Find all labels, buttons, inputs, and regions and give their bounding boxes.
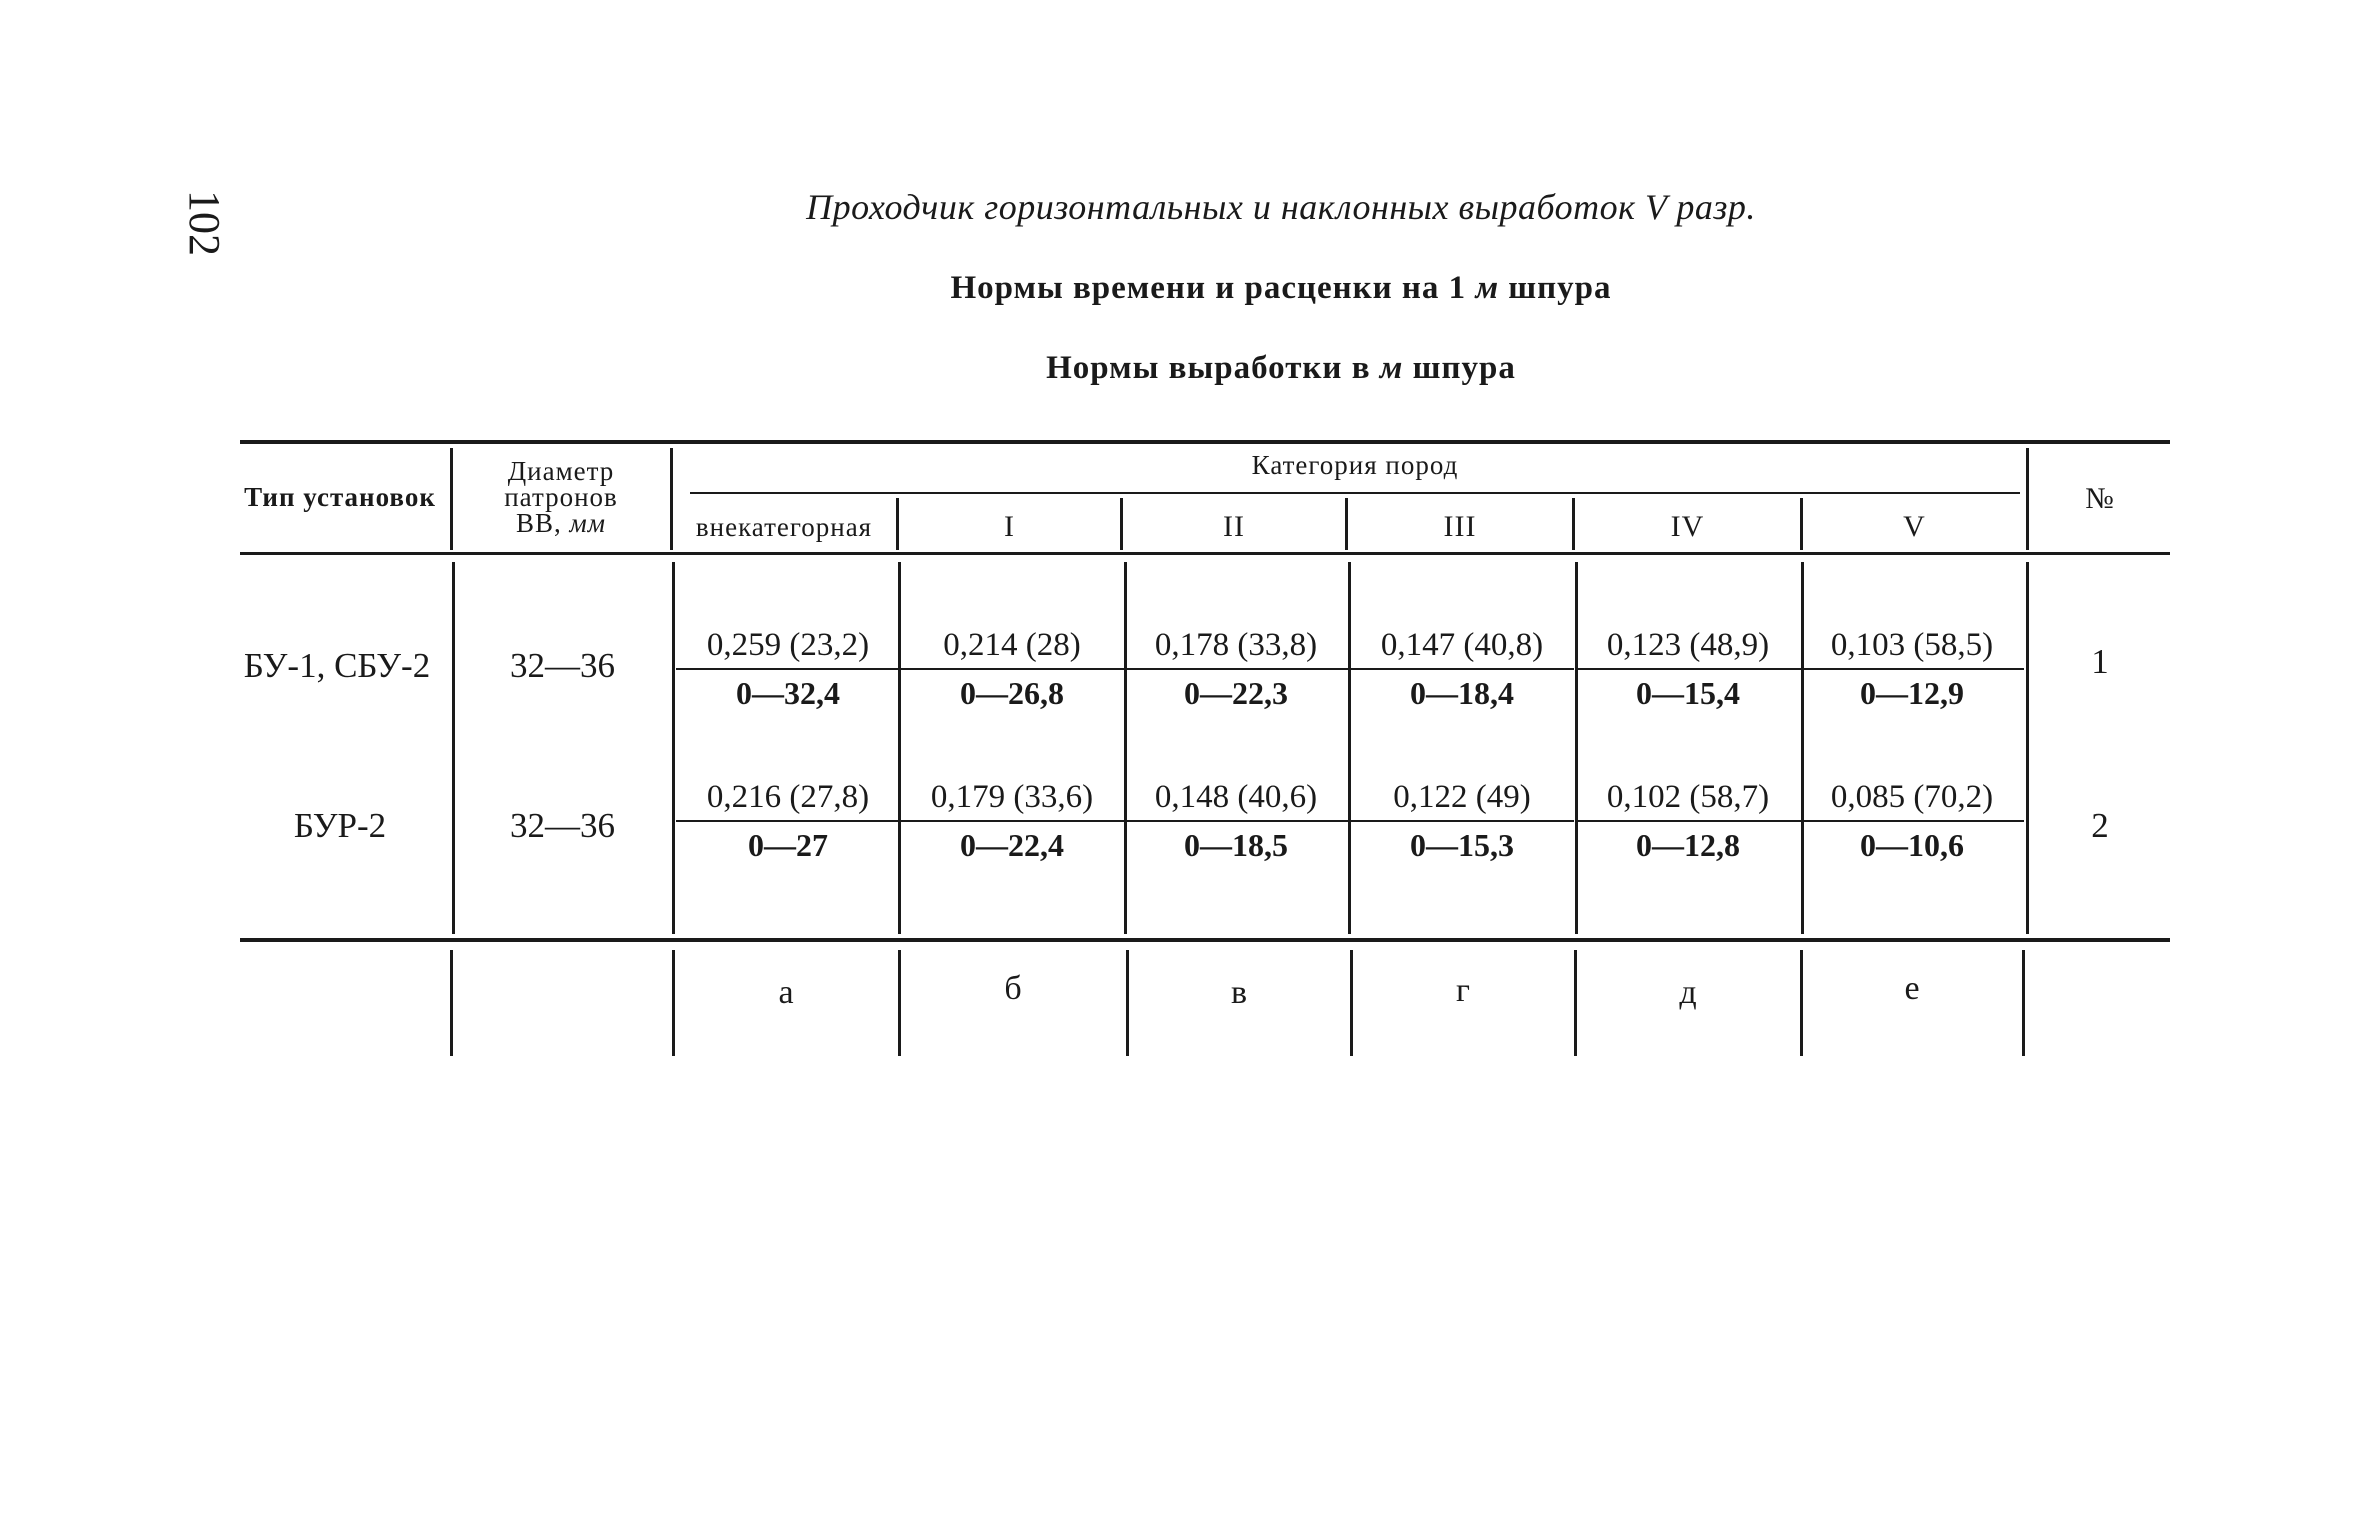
column-divider xyxy=(452,562,455,934)
subtitle-text: шпура xyxy=(1412,350,1516,386)
column-divider xyxy=(1575,562,1578,934)
header-category-4: IV xyxy=(1670,510,1705,543)
column-letter: д xyxy=(1679,974,1697,1011)
table-bottom-rule xyxy=(240,938,2170,942)
norm-cell xyxy=(676,622,900,716)
subtitle-text: Нормы времени и расценки на 1 xyxy=(950,270,1467,306)
norm-rate: 0—10,6 xyxy=(1860,827,1964,863)
header-category-5: V xyxy=(1903,510,1926,543)
column-divider xyxy=(1801,562,1804,934)
subtitle-unit: м xyxy=(1379,350,1404,386)
norm-cell xyxy=(1124,622,1348,716)
norm-time: 0,148 (40,6) xyxy=(1124,774,1348,822)
subtitle-output-norms xyxy=(0,350,2362,387)
norm-cell xyxy=(1350,622,1574,716)
norm-time: 0,178 (33,8) xyxy=(1124,622,1348,670)
header-diameter-unit: мм xyxy=(569,508,606,538)
norm-cell xyxy=(900,622,1124,716)
norm-rate: 0—12,9 xyxy=(1860,675,1964,711)
column-divider xyxy=(2026,562,2029,934)
row-type: БУР-2 xyxy=(293,806,387,845)
header-category-1: I xyxy=(1004,510,1015,543)
norm-time: 0,214 (28) xyxy=(900,622,1124,670)
header-bottom-rule xyxy=(240,552,2170,555)
column-divider xyxy=(1124,562,1127,934)
norm-cell xyxy=(1576,622,1800,716)
column-divider xyxy=(1348,562,1351,934)
norm-cell xyxy=(1576,774,1800,868)
norm-time: 0,216 (27,8) xyxy=(676,774,900,822)
norm-rate: 0—18,4 xyxy=(1410,675,1514,711)
subtitle-time-norms xyxy=(0,270,2362,307)
subtitle-unit: м xyxy=(1475,270,1500,306)
column-divider xyxy=(898,562,901,934)
column-divider xyxy=(2026,448,2029,550)
column-divider xyxy=(2022,950,2025,1056)
norm-time: 0,123 (48,9) xyxy=(1576,622,1800,670)
norm-rate: 0—26,8 xyxy=(960,675,1064,711)
row-number: 1 xyxy=(2091,642,2109,681)
header-category-2: II xyxy=(1223,510,1245,543)
column-divider xyxy=(450,950,453,1056)
norm-rate: 0—22,4 xyxy=(960,827,1064,863)
row-diameter: 32—36 xyxy=(510,646,615,685)
norm-time: 0,259 (23,2) xyxy=(676,622,900,670)
header-diameter-line1: Диаметр xyxy=(507,456,615,486)
norm-time: 0,102 (58,7) xyxy=(1576,774,1800,822)
norm-rate: 0—18,5 xyxy=(1184,827,1288,863)
header-diameter-line3 xyxy=(454,510,668,536)
column-letter: в xyxy=(1230,974,1248,1011)
norm-time: 0,122 (49) xyxy=(1350,774,1574,822)
norm-time: 0,147 (40,8) xyxy=(1350,622,1574,670)
norm-cell xyxy=(1350,774,1574,868)
norm-cell xyxy=(676,774,900,868)
header-diameter xyxy=(454,458,668,536)
table-top-rule xyxy=(240,440,2170,444)
header-diameter-line2: патронов xyxy=(504,482,618,512)
subtitle-text: Нормы выработки в xyxy=(1046,350,1371,386)
page-title: Проходчик горизонтальных и наклонных выработок V разр. xyxy=(806,187,1756,227)
column-divider xyxy=(450,448,453,550)
norm-time: 0,103 (58,5) xyxy=(1800,622,2024,670)
header-number: № xyxy=(2085,482,2115,515)
page-number: 102 xyxy=(180,190,229,256)
header-category: Категория пород xyxy=(1251,450,1459,480)
row-type: БУ-1, СБУ-2 xyxy=(243,646,431,685)
subtitle-text: шпура xyxy=(1508,270,1612,306)
norm-time: 0,179 (33,6) xyxy=(900,774,1124,822)
column-letter: б xyxy=(1004,970,1022,1007)
norm-rate: 0—32,4 xyxy=(736,675,840,711)
norm-rate: 0—15,4 xyxy=(1636,675,1740,711)
norm-cell xyxy=(900,774,1124,868)
header-type: Тип установок xyxy=(244,482,436,512)
header-category-3: III xyxy=(1443,510,1477,543)
norm-rate: 0—12,8 xyxy=(1636,827,1740,863)
column-letter: а xyxy=(778,974,794,1011)
row-number: 2 xyxy=(2091,806,2109,845)
norm-time: 0,085 (70,2) xyxy=(1800,774,2024,822)
column-letter: г xyxy=(1456,972,1470,1009)
row-diameter: 32—36 xyxy=(510,806,615,845)
norm-rate: 0—27 xyxy=(748,827,828,863)
column-divider xyxy=(672,562,675,934)
category-rule xyxy=(690,492,2020,494)
header-diameter-label: ВВ, xyxy=(516,508,562,538)
norm-rate: 0—15,3 xyxy=(1410,827,1514,863)
norm-cell xyxy=(1124,774,1348,868)
norm-cell xyxy=(1800,622,2024,716)
column-letter: е xyxy=(1904,970,1920,1007)
norm-rate: 0—22,3 xyxy=(1184,675,1288,711)
norm-cell xyxy=(1800,774,2024,868)
header-category-0: внекатегорная xyxy=(695,512,873,542)
